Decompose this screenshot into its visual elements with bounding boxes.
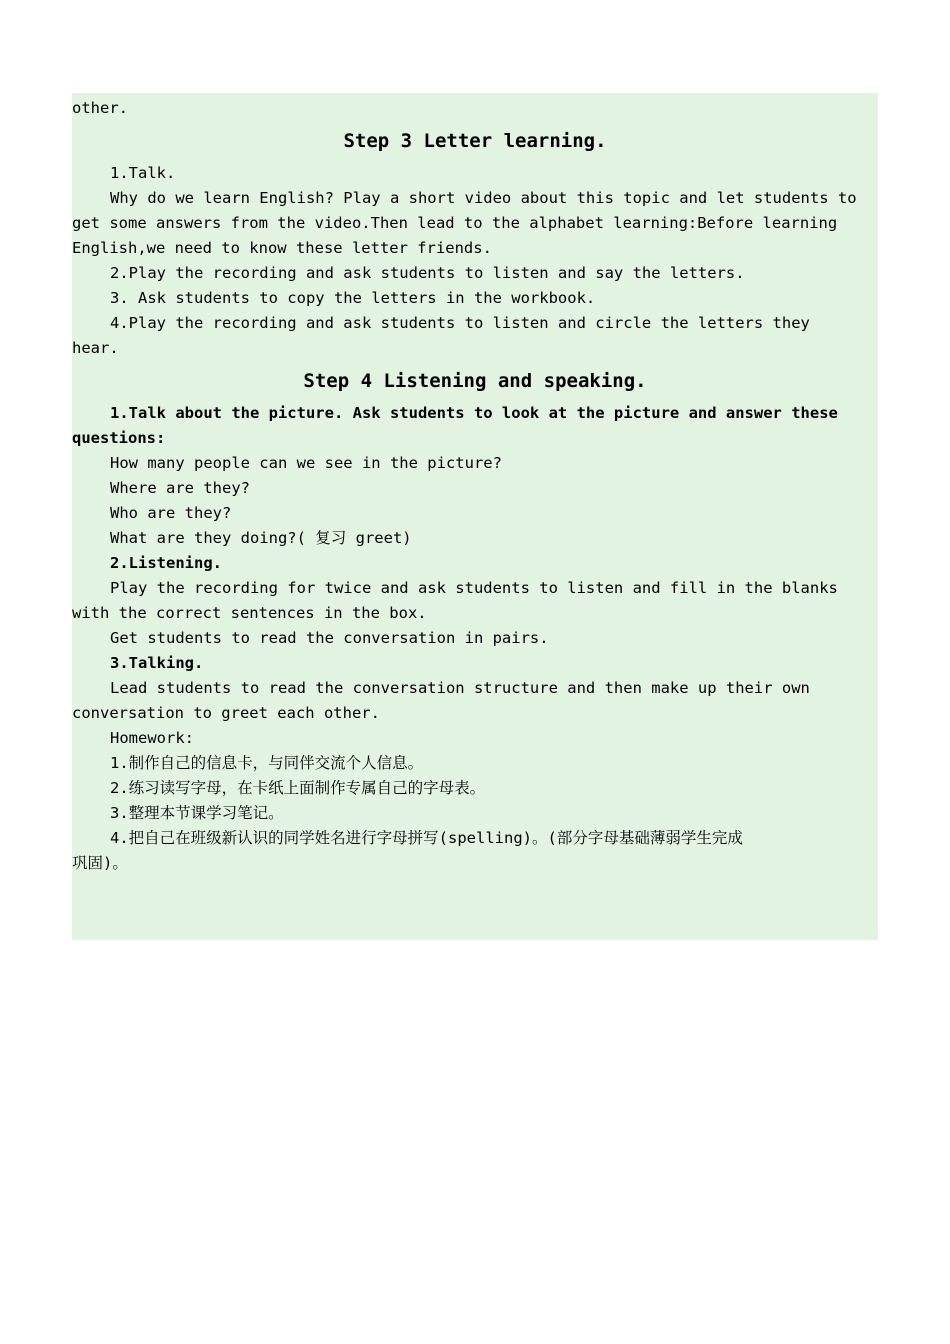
text-line: Why do we learn English? Play a short video about this topic and let students to	[110, 189, 857, 207]
step3-body	[72, 161, 878, 361]
text-line: What are they doing?( 复习 greet)	[110, 529, 412, 547]
text-line: 3. Ask students to copy the letters in the workbook.	[110, 289, 596, 307]
text-line: Play the recording for twice and ask students to listen and fill in the blanks	[110, 579, 838, 597]
text-line: Get students to read the conversation in pairs.	[110, 629, 549, 647]
text-line: 2.练习读写字母，在卡纸上面制作专属自己的字母表。	[110, 779, 486, 797]
text-line: 4.Play the recording and ask students to listen and circle the letters they	[110, 314, 810, 332]
text-line: 2.Listening.	[110, 554, 222, 572]
text-line: 4.把自己在班级新认识的同学姓名进行字母拼写(spelling)。(部分字母基础薄弱学生完成	[110, 829, 743, 847]
text-line: with the correct sentences in the box.	[72, 604, 427, 622]
text-line: 3.Talking.	[110, 654, 204, 672]
step4-heading: Step 4 Listening and speaking.	[303, 370, 647, 392]
text-line: 巩固)。	[72, 854, 128, 872]
text-line: conversation to greet each other.	[72, 704, 380, 722]
text-line: Homework:	[110, 729, 194, 747]
text-line: 1.Talk.	[110, 164, 176, 182]
text-line: Who are they?	[110, 504, 232, 522]
text-line: Lead students to read the conversation structure and then make up their own	[110, 679, 810, 697]
text-line: English,we need to know these letter friends.	[72, 239, 492, 257]
text-line: Where are they?	[110, 479, 250, 497]
step4-body	[72, 401, 878, 876]
step3-heading: Step 3 Letter learning.	[343, 130, 607, 152]
text-line: other.	[72, 99, 128, 117]
text-line: questions:	[72, 429, 166, 447]
text-line: 1.制作自己的信息卡，与同伴交流个人信息。	[110, 754, 424, 772]
text-line: hear.	[72, 339, 119, 357]
text-line: 2.Play the recording and ask students to listen and say the letters.	[110, 264, 745, 282]
lesson-plan-content	[72, 93, 878, 940]
text-line: How many people can we see in the picture?	[110, 454, 502, 472]
text-line: get some answers from the video.Then lead to the alphabet learning:Before learning	[72, 214, 838, 232]
text-line: 3.整理本节课学习笔记。	[110, 804, 284, 822]
text-line: 1.Talk about the picture. Ask students to look at the picture and answer these	[110, 404, 838, 422]
